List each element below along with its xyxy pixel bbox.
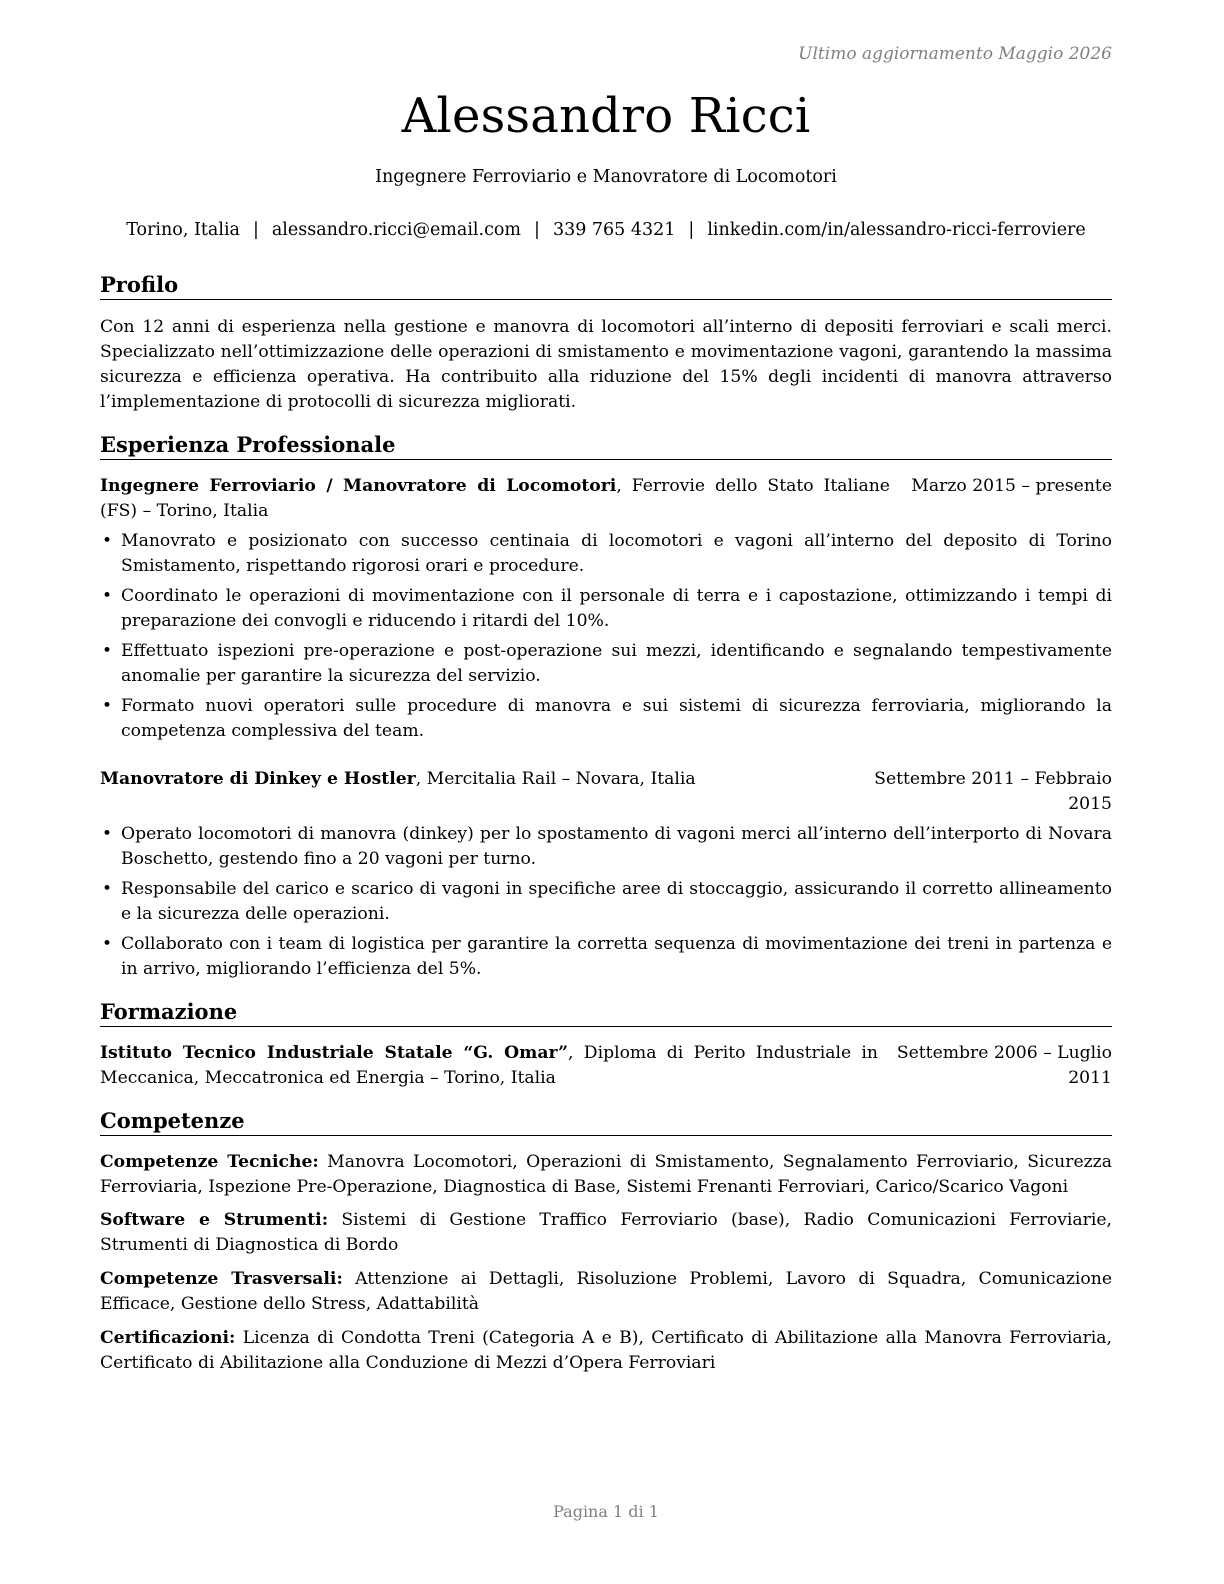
list-item: • Responsabile del carico e scarico di vagoni in specifiche aree di stoccaggio, assicurando il corretto allineamento e la sicurezza delle operazioni. bbox=[100, 877, 1112, 927]
education-degree: , Diploma di Perito Industriale in Meccanica, Meccatronica ed Energia – Torino, Italia bbox=[100, 1043, 878, 1088]
education-dates bbox=[897, 1041, 1112, 1091]
list-item: • Manovrato e posizionato con successo centinaia di locomotori e vagoni all’interno del deposito di Torino Smistamento, rispettando rigorosi orari e procedure. bbox=[100, 529, 1112, 579]
last-updated: Ultimo aggiornamento Maggio 2026 bbox=[798, 44, 1112, 64]
job-role: Manovratore di Dinkey e Hostler bbox=[100, 769, 416, 789]
job-company: , Ferrovie dello Stato Italiane (FS) – Torino, Italia bbox=[100, 476, 890, 521]
skill-text: Attenzione ai Dettagli, Risoluzione Problemi, Lavoro di Squadra, Comunicazione Efficace, Gestione dello Stress, Adattabilità bbox=[100, 1269, 1112, 1314]
contact-location: Torino, Italia bbox=[126, 220, 240, 240]
skill-label: Competenze Trasversali: bbox=[100, 1269, 343, 1289]
contact-phone: 339 765 4321 bbox=[552, 220, 676, 240]
education-school: Istituto Tecnico Industriale Statale “G. Omar” bbox=[100, 1043, 569, 1063]
skill-label: Certificazioni: bbox=[100, 1328, 236, 1348]
list-item: • Operato locomotori di manovra (dinkey) per lo spostamento di vagoni merci all’interno dell’interporto di Novara Boschetto, gestendo fino a 20 vagoni per turno. bbox=[100, 822, 1112, 872]
education-entry bbox=[100, 1041, 1112, 1091]
skill-line bbox=[100, 1150, 1112, 1200]
section-title-skills: Competenze bbox=[100, 1107, 1112, 1136]
job-dates-line2: 2015 bbox=[1068, 794, 1112, 814]
list-item: • Collaborato con i team di logistica per garantire la corretta sequenza di movimentazione dei treni in partenza e in arrivo, migliorando l’efficienza del 5%. bbox=[100, 932, 1112, 982]
job-header bbox=[100, 474, 1112, 524]
contact-separator: | bbox=[534, 220, 540, 240]
section-title-education: Formazione bbox=[100, 998, 1112, 1027]
skill-text: Licenza di Condotta Treni (Categoria A e B), Certificato di Abilitazione alla Manovra Ferroviaria, Certificato di Abilitazione alla Conduzione di Mezzi d’Opera Ferroviari bbox=[100, 1328, 1112, 1373]
job-dates bbox=[874, 767, 1112, 817]
contact-email[interactable]: alessandro.ricci@email.com bbox=[271, 220, 522, 240]
list-item: • Effettuato ispezioni pre-operazione e post-operazione sui mezzi, identificando e segnalando tempestivamente anomalie per garantire la sicurezza del servizio. bbox=[100, 639, 1112, 689]
job-bullets bbox=[100, 822, 1112, 987]
job-bullets bbox=[100, 529, 1112, 749]
candidate-name: Alessandro Ricci bbox=[401, 88, 811, 144]
job-title bbox=[100, 474, 890, 524]
skill-text: Manovra Locomotori, Operazioni di Smistamento, Segnalamento Ferroviario, Sicurezza Ferroviaria, Ispezione Pre-Operazione, Diagnostica di Base, Sistemi Frenanti Ferroviari, Carico/Scarico Vagoni bbox=[100, 1152, 1112, 1197]
education-dates-line2: 2011 bbox=[1068, 1068, 1112, 1088]
job-title bbox=[100, 767, 860, 792]
skill-line bbox=[100, 1326, 1112, 1376]
list-item: • Coordinato le operazioni di movimentazione con il personale di terra e i capostazione, ottimizzando i tempi di preparazione dei convogli e riducendo i ritardi del 10%. bbox=[100, 584, 1112, 634]
profile-text: Con 12 anni di esperienza nella gestione e manovra di locomotori all’interno di depositi ferroviari e scali merci. Specializzato nell’ottimizzazione delle operazioni di smistamento e movimentazione vagoni, garantendo la massima sicurezza e efficienza operativa. Ha contribuito alla riduzione del 15% degli incidenti di manovra attraverso l’implementazione di protocolli di sicurezza migliorati. bbox=[100, 317, 1112, 412]
resume-page bbox=[100, 0, 1112, 1584]
contact-line bbox=[88, 220, 1124, 240]
job-dates: Marzo 2015 – presente bbox=[911, 476, 1112, 496]
education-dates-line1: Settembre 2006 – Luglio bbox=[896, 1043, 1112, 1063]
contact-separator: | bbox=[688, 220, 695, 240]
list-item: • Formato nuovi operatori sulle procedure di manovra e sui sistemi di sicurezza ferroviaria, migliorando la competenza complessiva del team. bbox=[100, 694, 1112, 744]
skill-line bbox=[100, 1267, 1112, 1317]
section-title-experience: Esperienza Professionale bbox=[100, 431, 1112, 460]
education-title bbox=[100, 1041, 878, 1091]
contact-separator: | bbox=[252, 220, 259, 240]
job-company: , Mercitalia Rail – Novara, Italia bbox=[415, 769, 696, 789]
page-number: Pagina 1 di 1 bbox=[553, 1502, 659, 1521]
skill-label: Software e Strumenti: bbox=[100, 1210, 329, 1230]
job-dates-line1: Settembre 2011 – Febbraio bbox=[874, 769, 1112, 789]
candidate-subtitle: Ingegnere Ferroviario e Manovratore di Locomotori bbox=[375, 167, 837, 187]
skill-text: Sistemi di Gestione Traffico Ferroviario (base), Radio Comunicazioni Ferroviarie, Strumenti di Diagnostica di Bordo bbox=[100, 1210, 1113, 1255]
skill-label: Competenze Tecniche: bbox=[100, 1152, 319, 1172]
job-role: Ingegnere Ferroviario / Manovratore di Locomotori bbox=[100, 476, 617, 496]
contact-linkedin[interactable]: linkedin.com/in/alessandro-ricci-ferroviere bbox=[707, 220, 1086, 240]
job-header bbox=[100, 767, 1112, 814]
section-title-profile: Profilo bbox=[100, 271, 1112, 300]
skill-line bbox=[100, 1208, 1112, 1258]
